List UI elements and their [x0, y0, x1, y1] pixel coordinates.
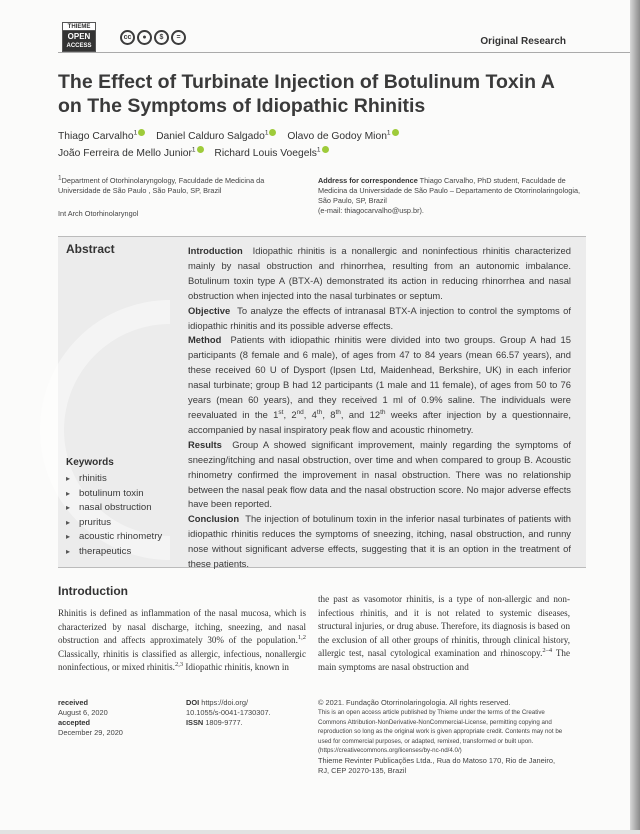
accepted-date: December 29, 2020 — [58, 728, 123, 737]
affiliation — [58, 176, 308, 196]
nc-icon: $ — [154, 30, 169, 45]
doi-value[interactable]: 10.1055/s-0041-1730307. — [186, 708, 271, 717]
keyword-item: ▸ botulinum toxin — [66, 487, 162, 502]
issn-label: ISSN — [186, 718, 204, 727]
page-bottom-edge — [0, 830, 640, 834]
article-dates — [58, 698, 123, 738]
logo-text-access: ACCESS — [63, 42, 95, 51]
ordinal-suffix: nd — [296, 408, 304, 416]
affiliation-text: Department of Otorhinolaryngology, Faculdade de Medicina da Universidade de São Paulo , São Paulo, SP, Brazil — [58, 176, 265, 195]
ordinal-suffix: st — [278, 408, 284, 416]
author-affiliation-mark: 1 — [316, 146, 321, 154]
article-identifiers — [186, 698, 271, 728]
week-separator: , 2 — [283, 408, 297, 420]
author-affiliation-mark: 1 — [386, 129, 391, 137]
keywords-list — [66, 472, 162, 560]
author-affiliation-mark: 1 — [191, 146, 196, 154]
copyright-line: © 2021. Fundação Otorrinolaringologia. All rights reserved. — [318, 698, 511, 707]
orcid-icon[interactable] — [392, 129, 399, 136]
intro-text: Rhinitis is defined as inflammation of the nasal mucosa, which is characterized by nasal discharge, itching, sneezing, and nasal obstruction and affects approximately 30% of the population. — [58, 608, 306, 645]
week-separator: , 8 — [322, 408, 336, 420]
abstract-heading: Abstract — [66, 242, 115, 256]
orcid-icon[interactable] — [269, 129, 276, 136]
keywords-heading: Keywords — [66, 457, 114, 468]
by-icon: ● — [137, 30, 152, 45]
abstract-method-end: weeks after injection by a questionnaire, accompanied by nasal inspiratory peak flow and acoustic rhinometry. — [188, 408, 571, 435]
intro-text: the past as vasomotor rhinitis, is a type of non-allergic and non-infectious rhinitis, and it is not related to systemic diseases, structural injuries, or drug abuse. Therefore, its diagnosis is based on the exclusion of all other groups of rhinitis, through clinical history, allergic test, nasal cytological examination and rhinoscopy. — [318, 594, 570, 658]
doi-url[interactable]: https://doi.org/ — [201, 698, 249, 707]
keyword-item: ▸ rhinitis — [66, 472, 162, 487]
thieme-open-access-logo — [62, 22, 96, 52]
logo-text-open: OPEN — [63, 31, 95, 42]
license-icons — [120, 30, 186, 45]
week-separator: , 4 — [303, 408, 317, 420]
section-label: Original Research — [480, 36, 566, 47]
intro-text: Classically, rhinitis is classified as allergic, infectious, nonallergic noninfectious, or mixed rhinitis. — [58, 648, 306, 672]
week-separator: , and 12 — [340, 408, 381, 420]
journal-reference: Int Arch Otorhinolaryngol — [58, 209, 139, 218]
intro-text: Idiopathic rhinitis, known in — [183, 662, 289, 672]
correspondence-email[interactable]: (e-mail: thiagocarvalho@usp.br). — [318, 206, 424, 215]
nd-icon: = — [171, 30, 186, 45]
abstract-intro-label: Introduction — [188, 245, 243, 256]
abstract-results-label: Results — [188, 438, 222, 450]
citation-ref[interactable]: 2,3 — [174, 660, 184, 668]
author-affiliation-mark: 1 — [133, 129, 138, 137]
accepted-label: accepted — [58, 718, 91, 727]
introduction-heading: Introduction — [58, 584, 128, 598]
abstract-method-label: Method — [188, 334, 222, 346]
author-name: Richard Louis Voegels — [214, 148, 317, 159]
author-name: Thiago Carvalho — [58, 131, 134, 142]
header-divider — [58, 52, 630, 53]
author-name: João Ferreira de Mello Junior — [58, 148, 192, 159]
doi-label: DOI — [186, 698, 200, 707]
keyword-item: ▸ therapeutics — [66, 545, 162, 560]
ordinal-suffix: th — [316, 408, 323, 416]
introduction-column-left — [58, 607, 306, 675]
abstract-results: Group A showed significant improvement, mainly regarding the symptoms of sneezing/itching and nasal obstruction, over time and when compared to group B. Acoustic rhinometry confirmed the improvement in nasal obstruction. There was no relationship between the nasal peak flow data and the nasal obstruction score. No major adverse effects have been reported. — [188, 438, 571, 510]
abstract-method: Patients with idiopathic rhinitis were divided into two groups. Group A had 15 participants (8 female and 6 male), of ages from 47 to 84 years (mean 66.57 years), and these received 60 U of Dysport (Ipsen Ltd, Maidenhead, Berkshire, UK) in each inferior nasal turbinate; group B had 12 participants (1 male and 11 female), of ages from 50 to 76 years (mean 60 years), and they received 1 ml of 0.9% saline. The individuals were reevaluated in the 1 — [188, 334, 571, 420]
issn-value: 1809-9777. — [205, 718, 243, 727]
abstract-conclusion: The injection of botulinum toxin in the inferior nasal turbinates of patients with idiopathic rhinitis reduces the symptoms of sneezing, itching, nasal obstruction, and runny nose without significant adverse effects, suggesting that it is an option in the treatment of these patients. — [188, 513, 571, 570]
orcid-icon[interactable] — [138, 129, 145, 136]
abstract-body — [188, 244, 571, 572]
cc-icon: cc — [120, 30, 135, 45]
keyword-item: ▸ nasal obstruction — [66, 501, 162, 516]
page-edge-shadow — [630, 0, 640, 834]
keyword-item: ▸ acoustic rhinometry — [66, 530, 162, 545]
citation-ref[interactable]: 2–4 — [542, 646, 553, 654]
orcid-icon[interactable] — [197, 146, 204, 153]
abstract-intro: Idiopathic rhinitis is a nonallergic and noninfectious rhinitis characterized mainly by nasal obstruction and rhinorrhea, resulting from an autonomic imbalance. Botulinum toxin type A (BTX-A) demonstrated its action in reducing rhinorrhea and nasal obstruction when injected into the nasal turbinates or septum. — [188, 245, 571, 301]
logo-text-thieme: THIEME — [63, 23, 95, 31]
publisher-address: Thieme Revinter Publicações Ltda., Rua do Matoso 170, Rio de Janeiro, RJ, CEP 20270-135, Brazil — [318, 755, 556, 775]
keyword-item: ▸ pruritus — [66, 516, 162, 531]
correspondence-text: Thiago Carvalho, PhD student, Faculdade de Medicina da Universidade de São Paulo – Departamento de Otorrinolaringologia, São Paulo, SP, Brazil — [318, 176, 581, 205]
correspondence-label: Address for correspondence — [318, 176, 418, 185]
ordinal-suffix: th — [335, 408, 341, 416]
author-name: Olavo de Godoy Mion — [287, 131, 387, 142]
received-date: August 6, 2020 — [58, 708, 108, 717]
received-label: received — [58, 698, 88, 707]
affiliation-mark: 1 — [58, 174, 62, 182]
copyright-block — [318, 698, 568, 776]
abstract-objective: To analyze the effects of intranasal BTX-A injection to control the symptoms of idiopathic rhinitis and its possible adverse effects. — [188, 304, 571, 331]
intro-text: The main symptoms are nasal obstruction and — [318, 648, 571, 672]
author-name: Daniel Calduro Salgado — [156, 131, 265, 142]
introduction-column-right — [318, 593, 570, 674]
license-text: This is an open access article published by Thieme under the terms of the Creative Commons Attribution-NonDerivative-NonCommercial-License, permitting copying and reproduction so long as the original work is given appropriate credit. Contents may not be used for commercial purposes, or adapted, remixed, transformed or built upon. (https://creativecommons.org/licenses/by-nc-nd/4.0/) — [318, 709, 563, 755]
abstract-conclusion-label: Conclusion — [188, 513, 240, 525]
citation-ref[interactable]: 1,2 — [297, 633, 306, 641]
author-list — [58, 128, 578, 162]
ordinal-suffix: th — [380, 408, 386, 416]
author-affiliation-mark: 1 — [264, 129, 269, 137]
orcid-icon[interactable] — [322, 146, 329, 153]
correspondence — [318, 176, 588, 216]
abstract-objective-label: Objective — [188, 304, 231, 316]
article-title: The Effect of Turbinate Injection of Botulinum Toxin A on The Symptoms of Idiopathic Rhinitis — [58, 71, 555, 117]
